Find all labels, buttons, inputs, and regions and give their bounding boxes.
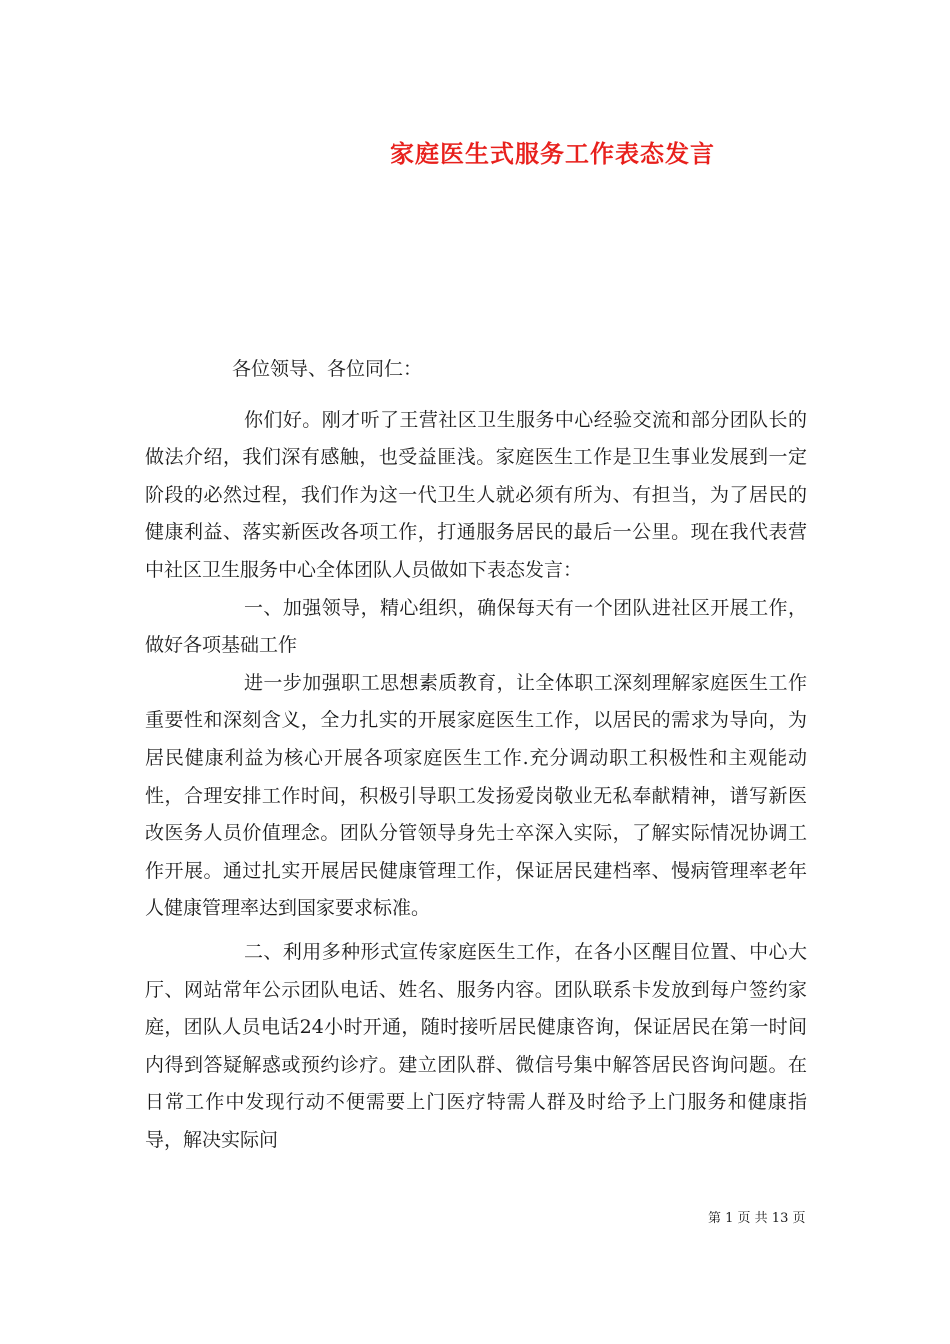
section-heading-2: 二、利用多种形式宣传家庭医生工作，在各小区醒目位置、中心大厅、网站常年公示团队电话、姓名、服务内容。团队联系卡发放到每户签约家庭，团队人员电话24小时开通，随时接听居民健康咨询，保证居民在第一时间内得到答疑解惑或预约诊疗。建立团队群、微信号集中解答居民咨询问题。在日常工作中发现行动不便需要上门医疗特需人群及时给予上门服务和健康指导，解决实际问 xyxy=(145,940,807,1151)
section-heading-1: 一、加强领导，精心组织，确保每天有一个团队进社区开展工作，做好各项基础工作 xyxy=(145,596,807,657)
paragraph-section-1: 进一步加强职工思想素质教育，让全体职工深刻理解家庭医生工作重要性和深刻含义，全力扎实的开展家庭医生工作，以居民的需求为导向，为居民健康利益为核心开展各项家庭医生工作.充分调动职工积极性和主观能动性，合理安排工作时间，积极引导职工发扬爱岗敬业无私奉献精神，谱写新医改医务人员价值理念。团队分管领导身先士卒深入实际，了解实际情况协调工作开展。通过扎实开展居民健康管理工作，保证居民建档率、慢病管理率老年人健康管理率达到国家要求标准。 xyxy=(145,671,807,920)
document-body xyxy=(145,364,807,1159)
salutation-spacer xyxy=(145,364,807,402)
document-title: 家庭医生式服务工作表态发言 xyxy=(390,139,715,168)
page-number-footer: 第 1 页 共 13 页 xyxy=(708,1211,806,1226)
paragraph-greeting: 你们好。刚才听了王营社区卫生服务中心经验交流和部分团队长的做法介绍，我们深有感触，也受益匪浅。家庭医生工作是卫生事业发展到一定阶段的必然过程，我们作为这一代卫生人就必须有所为、有担当，为了居民的健康利益、落实新医改各项工作，打通服务居民的最后一公里。现在我代表营中社区卫生服务中心全体团队人员做如下表态发言： xyxy=(145,408,807,581)
salutation: 各位领导、各位同仁： xyxy=(232,358,423,380)
